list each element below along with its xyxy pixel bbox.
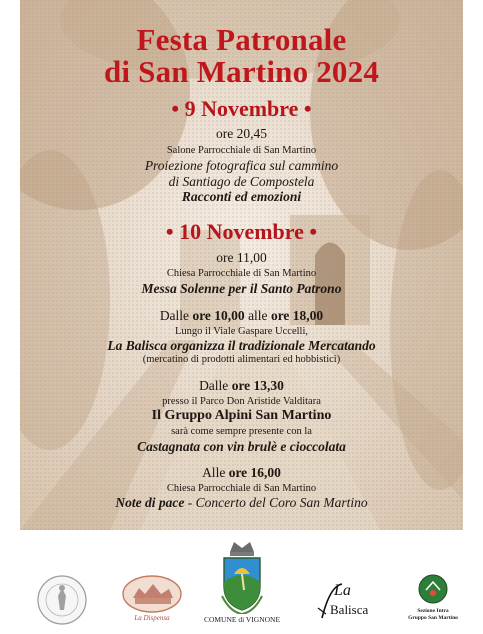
event2-time1: ore 10,00 — [192, 308, 245, 323]
day1-desc-3: Racconti ed emozioni — [181, 189, 302, 204]
event1-desc: Messa Solenne per il Santo Patrono — [141, 281, 342, 296]
la-dispensa-label: La Dispensa — [134, 614, 170, 622]
event2-desc: La Balisca organizza il tradizionale Mercatando — [107, 338, 376, 353]
event2-time — [20, 308, 463, 324]
event4-desc-rest: - Concerto del Coro San Martino — [184, 495, 368, 510]
event4-time — [20, 465, 463, 481]
event2-time2: ore 18,00 — [270, 308, 324, 323]
parish-seal-logo — [36, 574, 88, 626]
sponsor-footer — [0, 530, 483, 634]
event3-time-value: ore 13,30 — [231, 378, 284, 393]
event3-from: Dalle — [199, 378, 229, 393]
event1-place: Chiesa Parrocchiale di San Martino — [166, 268, 317, 279]
event3-note: sarà come sempre presente con la — [171, 426, 312, 437]
la-balisca-label-b: Balisca — [330, 602, 369, 617]
title-line-1: Festa Patronale — [136, 22, 347, 57]
event3-place: presso il Parco Don Aristide Valditara — [162, 396, 321, 407]
day1-desc-2: di Santiago de Compostela — [168, 174, 315, 189]
event4-desc — [20, 495, 463, 511]
event3-desc: Castagnata con vin brulè e cioccolata — [137, 439, 346, 454]
event4-desc-title: Note di pace — [115, 495, 185, 510]
comune-vignone-label: COMUNE di VIGNONE — [203, 615, 281, 624]
event2-from: Dalle — [159, 308, 190, 323]
la-balisca-logo — [312, 578, 376, 622]
alpini-label-1: Sezione Intra — [417, 608, 449, 614]
event1-time: ore 11,00 — [216, 250, 267, 265]
event4-from: Alle — [202, 465, 226, 480]
event3-time — [20, 378, 463, 394]
alpini-logo — [418, 574, 448, 604]
poster-content — [20, 0, 463, 530]
comune-vignone-crest — [220, 538, 264, 614]
event2-place: Lungo il Viale Gaspare Uccelli, — [174, 326, 308, 337]
day1-place: Salone Parrocchiale di San Martino — [166, 145, 317, 156]
alpini-label-2: Gruppo San Martino — [408, 615, 458, 621]
event4-place: Chiesa Parrocchiale di San Martino — [166, 483, 317, 494]
day1-time: ore 20,45 — [216, 126, 267, 141]
event2-note: (mercatino di prodotti alimentari ed hobbistici) — [142, 354, 341, 365]
day1-date: • 9 Novembre • — [171, 96, 312, 121]
event4-time-value: ore 16,00 — [228, 465, 281, 480]
event2-to: alle — [248, 308, 268, 323]
la-balisca-label-a: La — [334, 582, 351, 599]
day2-date: • 10 Novembre • — [165, 219, 318, 244]
poster — [20, 0, 463, 530]
event3-org: Il Gruppo Alpini San Martino — [151, 408, 332, 423]
day1-desc-1: Proiezione fotografica sul cammino — [144, 158, 339, 173]
title-line-2: di San Martino 2024 — [103, 54, 380, 89]
